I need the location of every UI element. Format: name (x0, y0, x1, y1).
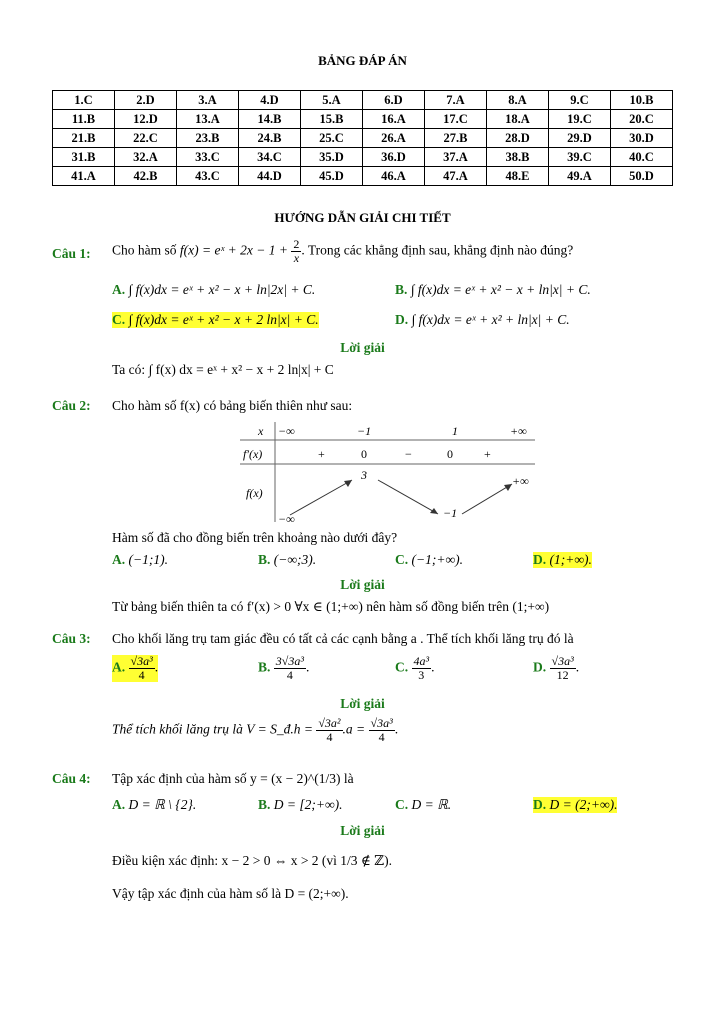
answer-cell: 50.D (611, 167, 673, 186)
q2-option-a[interactable]: A. (−1;1). (112, 552, 168, 567)
q3-option-b[interactable]: B. $\frac{\text{3√3a³}}{4}$ . (258, 654, 310, 682)
q1-option-c[interactable]: C. ∫ f(x)dx = eˣ + x² − x + 2 ln|x| + C. (112, 312, 319, 327)
answer-cell: 29.D (549, 129, 611, 148)
answer-cell: 30.D (611, 129, 673, 148)
answer-cell: 11.B (53, 110, 115, 129)
answer-cell: 41.A (53, 167, 115, 186)
answer-cell: 20.C (611, 110, 673, 129)
answer-cell: 37.A (425, 148, 487, 167)
q2-label: Câu 2: (52, 398, 91, 413)
answer-row (53, 129, 673, 148)
q4-option-b[interactable]: B. D = [2;+∞). (258, 797, 343, 812)
q1-solution-label: Lời giải (340, 340, 385, 355)
vt-fp-header: f′(x) (243, 447, 263, 461)
answer-cell: 9.C (549, 91, 611, 110)
answer-cell: 18.A (487, 110, 549, 129)
answer-cell: 27.B (425, 129, 487, 148)
vt-fp-val: + (318, 447, 325, 461)
vt-f-val: +∞ (512, 474, 529, 488)
answer-table (52, 90, 673, 186)
q2-option-b[interactable]: B. (−∞;3). (258, 552, 317, 567)
q3-solution: Thể tích khối lăng trụ là V = S_đ.h = $\frac{\text{√3a²}}{4}$ .a = $\frac{\text{√3a³}}{4}$ . (112, 716, 399, 744)
answer-cell: 49.A (549, 167, 611, 186)
answer-cell: 25.C (301, 129, 363, 148)
vt-fp-val: 0 (447, 447, 453, 461)
vt-x-header: x (258, 424, 264, 438)
answer-cell: 10.B (611, 91, 673, 110)
q3-solution-label: Lời giải (340, 696, 385, 711)
vt-f-val: −∞ (278, 512, 295, 526)
answer-cell: 3.A (177, 91, 239, 110)
answer-cell: 40.C (611, 148, 673, 167)
answer-cell: 46.A (363, 167, 425, 186)
answer-cell: 4.D (239, 91, 301, 110)
vt-f-val: 3 (361, 468, 367, 482)
vt-x-val: 1 (452, 424, 458, 438)
answer-cell: 1.C (53, 91, 115, 110)
answer-cell: 47.A (425, 167, 487, 186)
answer-cell: 24.B (239, 129, 301, 148)
q1-option-b[interactable]: B. ∫ f(x)dx = eˣ + x² − x + ln|x| + C. (395, 282, 591, 297)
q4-stem: Tập xác định của hàm số y = (x − 2)^(1/3) là (112, 771, 354, 786)
q2-option-c[interactable]: C. (−1;+∞). (395, 552, 463, 567)
q2-option-d[interactable]: D. (1;+∞). (533, 552, 592, 567)
q2-solution: Từ bảng biến thiên ta có f′(x) > 0 ∀x ∈ (1;+∞) nên hàm số đồng biến trên (1;+∞) (112, 599, 550, 614)
vt-x-val: +∞ (510, 424, 527, 438)
answer-cell: 39.C (549, 148, 611, 167)
q3-option-c[interactable]: C. $\frac{\text{4a³}}{3}$ . (395, 654, 435, 682)
vt-fp-val: + (484, 447, 491, 461)
variation-table (240, 422, 535, 526)
q1-stem: Cho hàm số f(x) = eˣ + 2x − 1 + $\frac{2}{x}$ . Trong các khẳng định sau, khẳng định nào đúng? (112, 237, 574, 265)
answer-cell: 13.A (177, 110, 239, 129)
answer-cell: 45.D (301, 167, 363, 186)
q1-option-a[interactable]: A. ∫ f(x)dx = eˣ + x² − x + ln|2x| + C. (112, 282, 316, 297)
answer-cell: 28.D (487, 129, 549, 148)
q4-option-c[interactable]: C. D = ℝ. (395, 797, 452, 812)
answer-row (53, 167, 673, 186)
q4-solution-2: Vậy tập xác định của hàm số là D = (2;+∞). (112, 886, 349, 901)
answer-cell: 36.D (363, 148, 425, 167)
answer-cell: 17.C (425, 110, 487, 129)
q4-solution-1: Điều kiện xác định: x − 2 > 0 ⇔ x > 2 (vì 1/3 ∉ ℤ). (112, 853, 393, 868)
answer-cell: 15.B (301, 110, 363, 129)
q3-option-d[interactable]: D. $\frac{\text{√3a³}}{12}$ . (533, 654, 580, 682)
answer-row (53, 91, 673, 110)
answer-row (53, 110, 673, 129)
page-title: BẢNG ĐÁP ÁN (318, 53, 407, 68)
answer-row (53, 148, 673, 167)
answer-cell: 19.C (549, 110, 611, 129)
answer-cell: 22.C (115, 129, 177, 148)
answer-cell: 2.D (115, 91, 177, 110)
q4-solution-label: Lời giải (340, 823, 385, 838)
vt-x-val: −1 (357, 424, 372, 438)
answer-cell: 14.B (239, 110, 301, 129)
answer-cell: 12.D (115, 110, 177, 129)
q3-stem: Cho khối lăng trụ tam giác đều có tất cả các cạnh bằng a . Thể tích khối lăng trụ đó là (112, 631, 574, 646)
answer-cell: 43.C (177, 167, 239, 186)
q4-option-a[interactable]: A. D = ℝ \ {2}. (112, 797, 197, 812)
answer-cell: 16.A (363, 110, 425, 129)
answer-cell: 23.B (177, 129, 239, 148)
answer-cell: 33.C (177, 148, 239, 167)
q4-option-d[interactable]: D. D = (2;+∞). (533, 797, 618, 812)
answer-cell: 48.E (487, 167, 549, 186)
answer-cell: 34.C (239, 148, 301, 167)
answer-cell: 31.B (53, 148, 115, 167)
q1-option-d[interactable]: D. ∫ f(x)dx = eˣ + x² + ln|x| + C. (395, 312, 570, 327)
answer-cell: 21.B (53, 129, 115, 148)
answer-cell: 35.D (301, 148, 363, 167)
answer-cell: 8.A (487, 91, 549, 110)
answer-cell: 32.A (115, 148, 177, 167)
vt-fp-val: 0 (361, 447, 367, 461)
q2-question: Hàm số đã cho đồng biến trên khoảng nào dưới đây? (112, 530, 398, 545)
q1-label: Câu 1: (52, 246, 91, 261)
vt-f-val: −1 (443, 506, 458, 520)
q4-label: Câu 4: (52, 771, 91, 786)
answer-cell: 38.B (487, 148, 549, 167)
q1-solution: Ta có: ∫ f(x) dx = eˣ + x² − x + 2 ln|x| + C (112, 362, 334, 377)
answer-cell: 5.A (301, 91, 363, 110)
section-title: HƯỚNG DẪN GIẢI CHI TIẾT (274, 210, 451, 225)
vt-fp-val: − (405, 447, 412, 461)
q3-option-a[interactable]: A. $\frac{\text{√3a³}}{4}$ . (112, 654, 159, 682)
q3-label: Câu 3: (52, 631, 91, 646)
answer-cell: 7.A (425, 91, 487, 110)
q2-stem: Cho hàm số f(x) có bảng biến thiên như sau: (112, 398, 353, 413)
answer-cell: 6.D (363, 91, 425, 110)
q2-solution-label: Lời giải (340, 577, 385, 592)
answer-cell: 44.D (239, 167, 301, 186)
vt-f-header: f(x) (246, 486, 263, 500)
answer-cell: 26.A (363, 129, 425, 148)
vt-x-val: −∞ (278, 424, 295, 438)
answer-cell: 42.B (115, 167, 177, 186)
